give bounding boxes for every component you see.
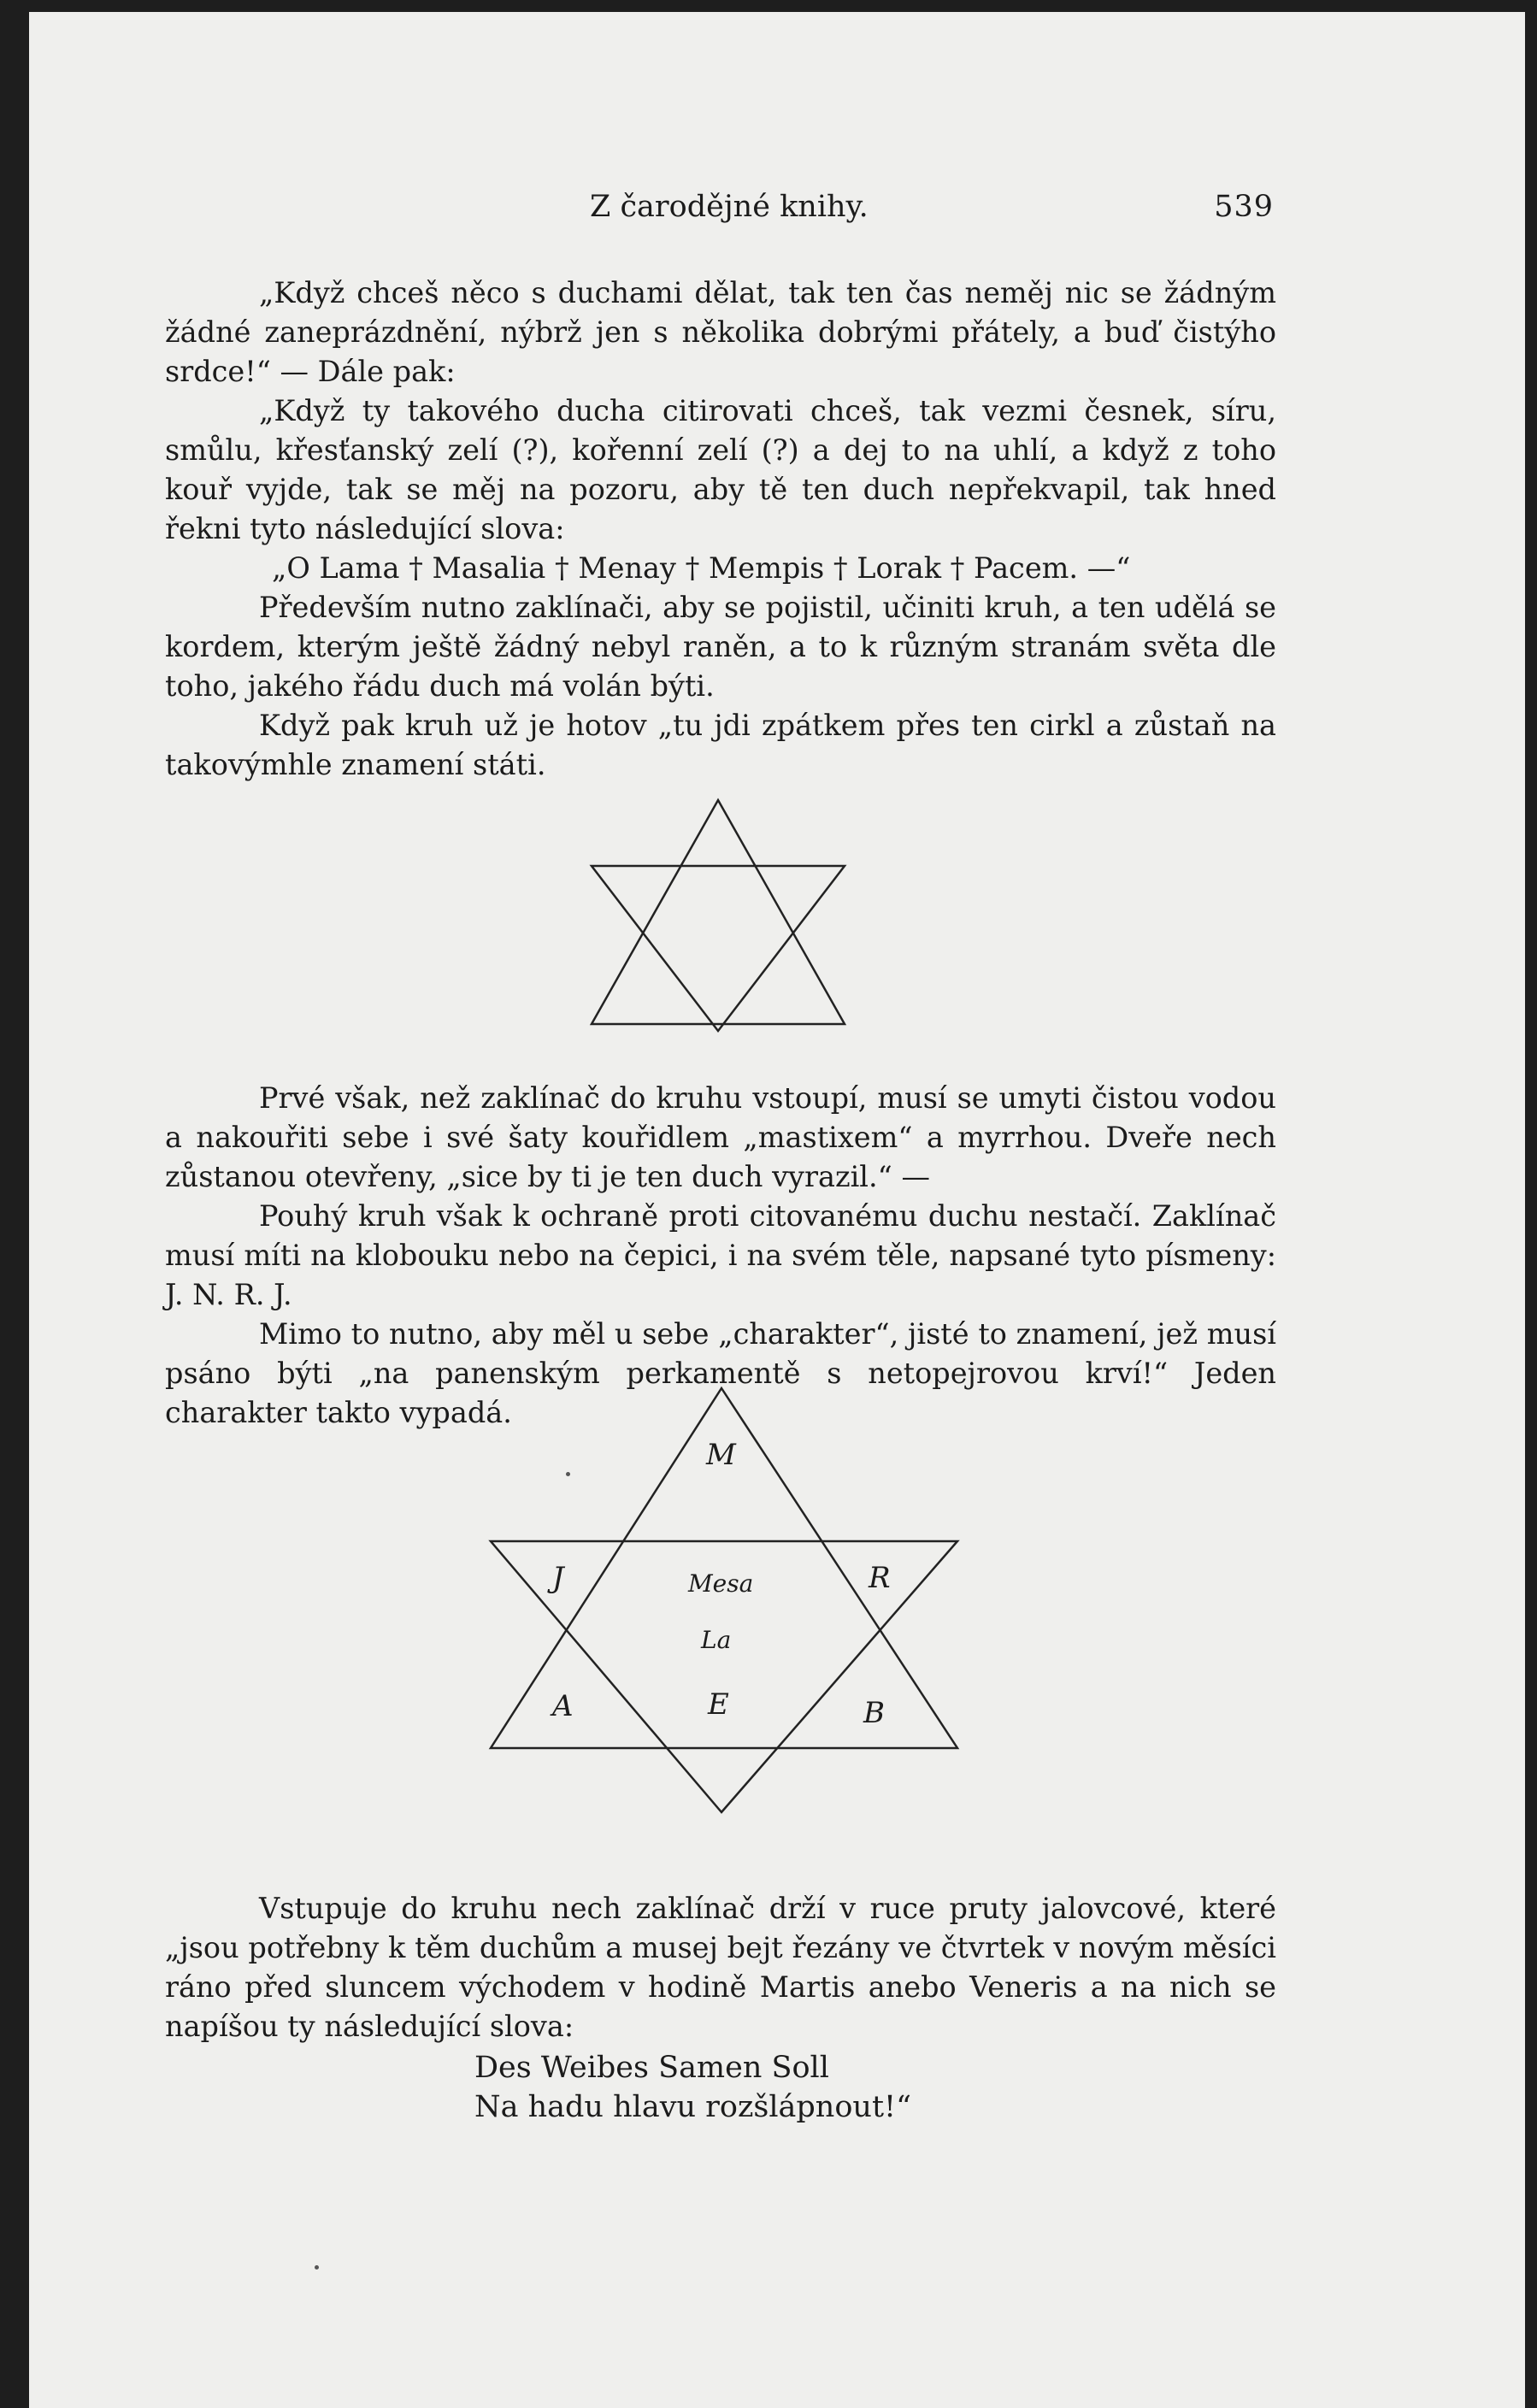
running-title: Z čarodějné knihy. [590,190,869,224]
verse-line: Na hadu hlavu rozšlápnout!“ [474,2090,911,2124]
upward-triangle [592,800,845,1024]
ink-speck [566,1472,570,1476]
star-word-center-top: Mesa [688,1569,754,1598]
paragraph: Pouhý kruh však k ochraně proti citovanému duchu nestačí. Zaklínač musí míti na klobouku nebo na čepici, i na svém těle, napsané tyto písmeny: J. N. R. J. [165,1199,1276,1311]
verse-quote [474,2048,911,2127]
page-number: 539 [1214,190,1274,224]
star-word-center-mid: La [701,1626,732,1654]
verse-line: Des Weibes Samen Soll [474,2051,829,2085]
ink-speck [315,2265,319,2270]
paragraph: Prvé však, než zaklínač do kruhu vstoupí, musí se umyti čistou vodou a nakouřiti sebe i své šaty kouřidlem „mastixem“ a myrrhou. Dveře nech zůstanou otevřeny, „sice by ti je ten duch vyrazil.“ — [165,1081,1276,1193]
star-letter-lower-center: E [708,1687,729,1722]
star-letter-lower-right: B [863,1696,885,1730]
paragraph: Především nutno zaklínači, aby se pojistil, učiniti kruh, a ten udělá se kordem, kterým ještě žádný nebyl raněn, a to k různým stranám světa dle toho, jakého řádu duch má volán býti. [165,591,1276,703]
text-block-juniper [165,1889,1276,2046]
star-letter-top: M [706,1438,736,1472]
paragraph: „Když chceš něco s duchami dělat, tak ten čas neměj nic se žádným žádné zaneprázdnění, nýbrž jen s několika dobrými přátely, a buď čistýho srdce!“ — Dále pak: [165,276,1276,388]
text-block-preparation [165,1079,1276,1433]
star-letter-lower-left: A [552,1689,574,1723]
downward-triangle [592,866,845,1031]
running-header [590,190,1274,227]
star-letter-upper-left: J [552,1561,564,1595]
paragraph: Mimo to nutno, aby měl u sebe „charakter“, jisté to znamení, jež musí psáno býti „na panenským perkamentě s netopejrovou krví!“ Jeden charakter takto vypadá. [165,1317,1276,1429]
paragraph: Když pak kruh už je hotov „tu jdi zpátkem přes ten cirkl a zůstaň na takovýmhle znamení státi. [165,709,1276,781]
star-letter-upper-right: R [869,1561,891,1595]
incantation: „O Lama † Masalia † Menay † Mempis † Lorak † Pacem. —“ [272,551,1131,585]
paragraph: „Když ty takového ducha citirovati chceš, tak vezmi česnek, síru, smůlu, křesťanský zelí (?), kořenní zelí (?) a dej to na uhlí, a když z toho kouř vyjde, tak se měj na pozoru, aby tě ten duch nepřekvapil, tak hned řekni tyto následující slova: [165,394,1276,545]
text-block-intro [165,274,1276,785]
paragraph: Vstupuje do kruhu nech zaklínač drží v ruce pruty jalovcové, které „jsou potřebny k těm duchům a musej bejt řezány ve čtvrtek v novým měsíci ráno před sluncem východem v hodině Martis anebo Veneris a na nich se napíšou ty následující slova: [165,1892,1276,2043]
hexagram-figure [581,795,855,1034]
